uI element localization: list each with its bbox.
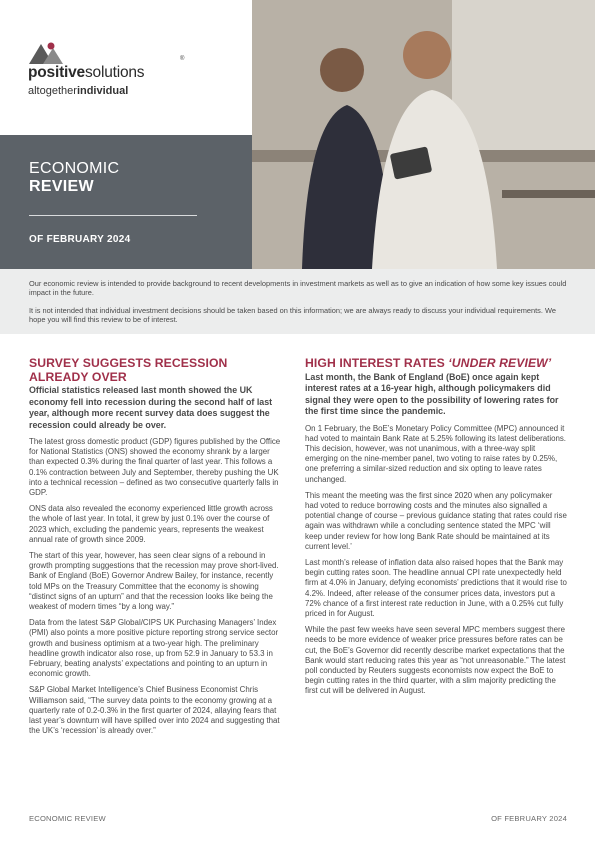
hero-photo	[252, 0, 595, 269]
edition-date: OF FEBRUARY 2024	[29, 234, 131, 245]
body-paragraph: On 1 February, the BoE’s Monetary Policy Committee (MPC) announced it had voted to maintain Bank Rate at 5.25% following its latest deliberations. This decision, however, was not unanimous, with a three-way split emerging on the nine-member panel, two voting to raise rates by 0.25%, one preferring a similar-sized reduction and six opting to leave rates unchanged.	[305, 423, 566, 484]
registered-mark: ®	[180, 56, 185, 62]
right-column	[305, 357, 567, 703]
intro-paragraph: It is not intended that individual investment decisions should be taken based on this information; we are always ready to discuss your individual requirements. We hope you will find this review to be of interest.	[29, 306, 556, 325]
footer-left: ECONOMIC REVIEW	[29, 814, 106, 823]
header-brand-area	[0, 0, 252, 135]
body-paragraph: The start of this year, however, has seen clear signs of a rebound in growth prompting suggestions that the recession may prove short-lived. Bank of England (BoE) Governor Andrew Bailey, for instance, recently told MPs on the Treasury Committee that the economy is showing “distinct signs of an upturn” and that the recession looks like being the weakest of modern times “by a long way.”	[29, 551, 279, 612]
body-paragraph: ONS data also revealed the economy experienced little growth across the whole of last year. In total, it grew by just 0.1% over the course of 2023 which, excluding the pandemic years, represents the weakest annual rate of growth since 2009.	[29, 504, 273, 544]
section-heading-recession: SURVEY SUGGESTS RECESSION ALREADY OVER	[29, 356, 228, 384]
lead-paragraph: Official statistics released last month showed the UK economy fell into recession during the second half of last year, although more recent survey data does suggest the recession could already be over.	[29, 385, 273, 430]
body-paragraph: While the past few weeks have seen several MPC members suggest there needs to be more evidence of weaker price pressures before rates can be cut, the BoE’s Governor did recently describe market expectations that the Bank would start reducing rates this year as “not unreasonable.” The latest poll conducted by Reuters suggests economists now expect the BoE to begin cutting rates in the third quarter, with a slim majority predicting the first cut will be delivered in August.	[305, 625, 566, 696]
title-line-1: ECONOMIC	[29, 160, 120, 177]
logo-icon	[29, 42, 69, 64]
brand-name: positivesolutions	[28, 64, 145, 81]
body-paragraph: Data from the latest S&P Global/CIPS UK Purchasing Managers’ Index (PMI) also points a more positive picture reporting strong service sector growth and business optimism at a two-year high. The preliminary headline growth indicator also rose, up from 52.9 in January to 53.3 in February, beating analysts’ expectations and pointing to an upturn in economic growth.	[29, 618, 279, 679]
left-column	[29, 357, 282, 742]
intro-paragraph: Our economic review is intended to provide background to recent developments in investment markets as well as to give an indication of how some key issues could impact in the future.	[29, 279, 567, 298]
section-heading-interest-rates: HIGH INTEREST RATES ‘UNDER REVIEW’	[305, 356, 552, 370]
intro-box	[0, 269, 595, 334]
hero-photo-illustration	[252, 0, 595, 269]
footer-right: OF FEBRUARY 2024	[491, 814, 567, 823]
lead-paragraph: Last month, the Bank of England (BoE) once again kept interest rates at a 16-year high, although policymakers did signal they were open to the possibility of lowering rates for the first time since the pandemic.	[305, 371, 559, 416]
title-line-2: REVIEW	[29, 178, 94, 195]
title-block	[0, 135, 252, 269]
body-paragraph: Last month’s release of inflation data also raised hopes that the Bank may begin cutting rates soon. The headline annual CPI rate unexpectedly held firm at 4.0% in January, defying economists’ predictions that it would rise to 4.2%. Indeed, after release of the consumer prices data, investors put a 72% chance of a first interest rate reduction in June, with a 0.25% cut fully priced in for August.	[305, 557, 567, 618]
title-divider	[29, 215, 197, 216]
body-paragraph: The latest gross domestic product (GDP) figures published by the Office for National Statistics (ONS) showed the economy shrank by a larger than expected 0.3% during the final quarter of last year. This follows a 0.1% contraction between July and September, thereby pushing the UK into a technical recession – defined as two consecutive quarterly falls in GDP.	[29, 437, 281, 498]
body-paragraph: This meant the meeting was the first since 2020 when any policymaker had voted to reduce borrowing costs and the minutes also signalled a potential change of course – previous guidance stating that rates could rise again was withdrawn while a concluding sentence stated the MPC ‘will keep under review for how long Bank Rate should be maintained at its current level.’	[305, 490, 567, 551]
brand-tagline: altogetherindividual	[28, 85, 129, 97]
body-paragraph: S&P Global Market Intelligence’s Chief Business Economist Chris Williamson said, “The survey data points to the economy growing at a quarterly rate of 0.2-0.3% in the first quarter of 2024, allaying fears that last year’s downturn will have spilled over into 2024 and suggesting that the UK’s ‘recession’ is already over.”	[29, 685, 280, 736]
